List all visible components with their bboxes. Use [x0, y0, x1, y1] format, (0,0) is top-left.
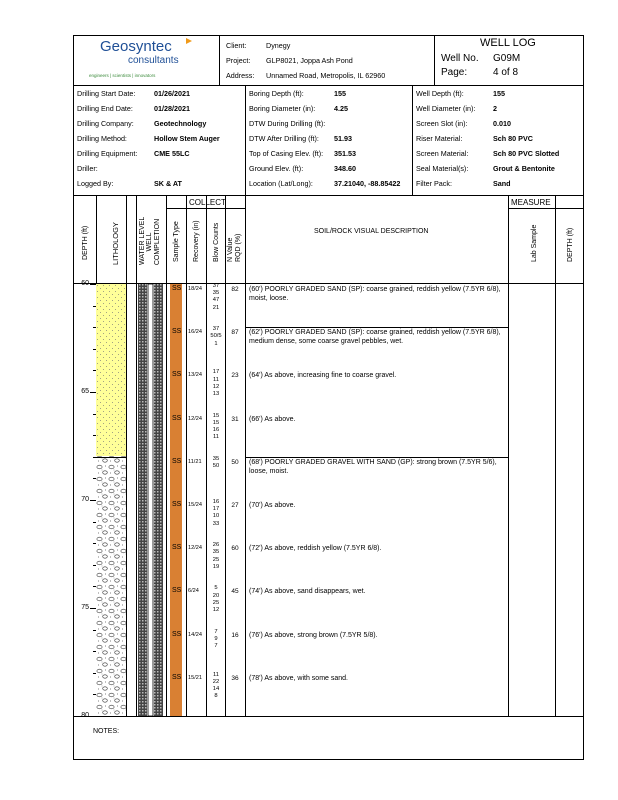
- info-value: 2: [493, 104, 497, 113]
- depth-minor-tick: [93, 630, 96, 631]
- n-value-header: N Value: [227, 237, 234, 262]
- blow-count: 16: [212, 427, 220, 433]
- sample-type: SS: [172, 587, 182, 595]
- sample-type: SS: [172, 328, 182, 336]
- header-divider: [219, 35, 220, 85]
- info-value: Grout & Bentonite: [493, 164, 555, 173]
- blow-count: 37: [212, 283, 220, 289]
- n-value: 36: [231, 674, 239, 682]
- collect-header: COLLECT: [189, 198, 226, 207]
- project-label: Project:: [226, 56, 251, 65]
- info-value: Sand: [493, 179, 511, 188]
- doc-title: WELL LOG: [480, 37, 536, 49]
- depth-major-tick: [90, 608, 96, 609]
- blow-counts: [208, 542, 224, 571]
- blow-counts: [208, 369, 224, 398]
- blow-count: 35: [212, 549, 220, 556]
- info-value: 155: [334, 89, 346, 98]
- info-value: 348.60: [334, 164, 356, 173]
- info-value: SK & AT: [154, 179, 182, 188]
- info-divider: [412, 85, 413, 195]
- lithology-header: LITHOLOGY: [111, 222, 120, 265]
- blow-count: 15: [212, 412, 220, 419]
- info-label: Screen Slot (in):: [416, 119, 468, 128]
- info-value: CME 55LC: [154, 149, 190, 158]
- well-completion-label: WELL COMPLETION: [146, 218, 161, 266]
- depth-minor-tick: [93, 435, 96, 436]
- sample-recovery: 15/24: [188, 502, 202, 508]
- description-header: SOIL/ROCK VISUAL DESCRIPTION: [314, 228, 429, 235]
- depth-tick-label: 65: [81, 388, 89, 395]
- sample-recovery: 12/24: [188, 415, 202, 422]
- info-value: Sch 80 PVC Slotted: [493, 149, 560, 158]
- water-level-header: WATER LEVEL: [139, 216, 146, 265]
- info-label: Ground Elev. (ft):: [249, 164, 304, 173]
- blow-count: 8: [214, 693, 218, 700]
- collect-line: [166, 208, 245, 209]
- sample-type: SS: [172, 414, 182, 422]
- sample-recovery: 14/24: [188, 631, 202, 638]
- info-value: 0.010: [493, 119, 511, 128]
- info-value: Geotechnology: [154, 119, 207, 128]
- blow-count: 11: [212, 376, 220, 383]
- depth-minor-tick: [93, 565, 96, 566]
- description-text: (70') As above.: [249, 502, 296, 509]
- blow-count: 11: [212, 671, 220, 678]
- depth-tick-label: 60: [81, 280, 89, 287]
- blow-count: 5: [214, 585, 218, 592]
- depth-tick-label: 70: [81, 496, 89, 503]
- info-value: 351.53: [334, 149, 356, 158]
- description-text: (66') As above.: [249, 415, 296, 423]
- n-value: 23: [231, 372, 239, 380]
- description-text: (72') As above, reddish yellow (7.5YR 6/8).: [249, 545, 382, 553]
- blow-count: 10: [212, 513, 220, 520]
- notes-label: NOTES:: [93, 728, 120, 735]
- depth-tick-label: 75: [81, 604, 89, 611]
- info-label: Filter Pack:: [416, 179, 452, 188]
- depth-major-tick: [90, 716, 96, 717]
- info-label: Well Depth (ft):: [416, 89, 464, 98]
- lab-sample-header: Lab Sample: [531, 224, 538, 262]
- info-label: Boring Depth (ft):: [249, 89, 304, 98]
- info-value: 37.21040, -88.85422: [334, 179, 401, 188]
- grout-annulus-right: [154, 284, 163, 716]
- sample-type: SS: [172, 285, 182, 292]
- grout-annulus-left: [138, 284, 147, 716]
- info-label: Driller:: [77, 164, 98, 173]
- blow-count: 11: [212, 434, 220, 441]
- blow-counts-header: Blow Counts: [213, 222, 220, 262]
- info-label: Seal Material(s):: [416, 164, 469, 173]
- client-value: Dynegy: [266, 41, 291, 50]
- recovery-header: Recovery (in): [193, 220, 200, 262]
- blow-counts: [208, 672, 224, 701]
- description-text: (78') As above, with some sand.: [249, 674, 348, 682]
- depth-minor-tick: [93, 673, 96, 674]
- n-value: 45: [231, 588, 239, 596]
- sample-recovery: 11/21: [188, 458, 202, 465]
- depth-tick-label: 80: [81, 712, 89, 719]
- sample-type-header: Sample Type: [173, 221, 180, 262]
- info-label: DTW During Drilling (ft):: [249, 119, 326, 128]
- info-value: 01/26/2021: [154, 89, 190, 98]
- measure-line: [508, 208, 584, 209]
- info-value: Hollow Stem Auger: [154, 134, 220, 143]
- blow-count: 15: [212, 419, 220, 426]
- blow-counts: [208, 283, 224, 312]
- description-text: (64') As above, increasing fine to coarse gravel.: [249, 372, 397, 380]
- blow-count: 1: [214, 340, 218, 347]
- lithology-boundary: [96, 457, 126, 458]
- info-label: DTW After Drilling (ft):: [249, 134, 319, 143]
- sample-type: SS: [172, 371, 182, 379]
- info-value: 51.93: [334, 134, 352, 143]
- depth-major-tick: [90, 500, 96, 501]
- well-no-value: G09M: [493, 53, 521, 64]
- depth-minor-tick: [93, 478, 96, 479]
- logo-arrow-icon: [186, 38, 192, 44]
- info-label: Riser Material:: [416, 134, 463, 143]
- depth-minor-tick: [93, 522, 96, 523]
- sample-recovery: 15/21: [188, 674, 202, 681]
- depth-major-tick: [90, 284, 96, 285]
- sample-type: SS: [172, 457, 182, 465]
- info-label: Boring Diameter (in):: [249, 104, 316, 113]
- logo-tagline: engineers | scientists | innovators: [89, 73, 156, 78]
- blow-count: 37: [212, 326, 220, 333]
- info-label: Location (Lat/Long):: [249, 179, 313, 188]
- info-value: 4.25: [334, 104, 348, 113]
- depth-major-tick: [90, 392, 96, 393]
- blow-counts: [208, 413, 224, 442]
- depth-minor-tick: [93, 586, 96, 587]
- sample-type: SS: [172, 544, 182, 552]
- column-divider: [225, 195, 226, 716]
- info-value: Sch 80 PVC: [493, 134, 533, 143]
- well-completion-column: [136, 284, 166, 716]
- blow-count: 19: [212, 563, 220, 570]
- n-value: 31: [231, 415, 239, 423]
- gravel-layer: [96, 456, 126, 716]
- log-bottom-line: [73, 716, 584, 717]
- header-bottom-line: [73, 85, 584, 86]
- depth-minor-tick: [93, 651, 96, 652]
- sample-recovery: 18/24: [188, 286, 202, 292]
- info-label: Top of Casing Elev. (ft):: [249, 149, 324, 158]
- column-divider: [555, 195, 556, 716]
- blow-count: 14: [212, 686, 220, 693]
- column-divider: [166, 195, 167, 716]
- blow-count: 50: [212, 463, 220, 469]
- stratum-boundary: [245, 327, 508, 328]
- depth-minor-tick: [93, 414, 96, 415]
- well-riser: [148, 284, 153, 716]
- stratum-boundary: [245, 457, 508, 458]
- n-value: 87: [231, 329, 239, 337]
- blow-count: 9: [214, 635, 218, 642]
- info-label: Drilling Method:: [77, 134, 127, 143]
- depth-minor-tick: [93, 349, 96, 350]
- well-completion-header: [146, 215, 166, 275]
- page-label: Page:: [441, 67, 468, 78]
- n-value: 82: [231, 286, 239, 293]
- info-label: Drilling Equipment:: [77, 149, 138, 158]
- client-label: Client:: [226, 41, 247, 50]
- blow-count: 7: [214, 628, 218, 635]
- n-value: 27: [231, 502, 239, 509]
- blow-count: 17: [212, 506, 220, 513]
- logo-name: Geosyntec: [100, 38, 172, 55]
- blow-count: 7: [214, 643, 218, 649]
- blow-count: 21: [212, 304, 220, 311]
- depth-header: DEPTH (ft): [82, 225, 89, 260]
- depth-minor-tick: [93, 694, 96, 695]
- info-label: Drilling Start Date:: [77, 89, 136, 98]
- depth-minor-tick: [93, 543, 96, 544]
- address-label: Address:: [226, 71, 255, 80]
- blow-count: 13: [212, 391, 220, 397]
- column-divider: [126, 195, 127, 716]
- blow-count: 22: [212, 679, 220, 685]
- blow-count: 17: [212, 369, 220, 376]
- sample-recovery: 6/24: [188, 588, 199, 595]
- description-text: (68') POORLY GRADED GRAVEL WITH SAND (GP): strong brown (7.5YR 5/6), loose, moist.: [249, 458, 497, 475]
- info-value: 01/28/2021: [154, 104, 190, 113]
- description-text: (74') As above, sand disappears, wet.: [249, 588, 366, 596]
- page-value: 4 of 8: [493, 67, 519, 78]
- info-label: Well Diameter (in):: [416, 104, 476, 113]
- blow-count: 50/5: [210, 333, 222, 340]
- description-text: (60') POORLY GRADED SAND (SP): coarse grained, reddish yellow (7.5YR 6/8), moist, loose.: [249, 286, 501, 302]
- blow-count: 35: [212, 290, 220, 297]
- blow-count: 25: [212, 599, 220, 606]
- blow-counts: [208, 585, 224, 614]
- info-value: 155: [493, 89, 505, 98]
- blow-count: 20: [212, 592, 220, 599]
- n-value: 50: [231, 458, 239, 466]
- sand-layer: [96, 284, 126, 456]
- info-divider: [245, 85, 246, 195]
- depth-minor-tick: [93, 370, 96, 371]
- info-label: Drilling Company:: [77, 119, 134, 128]
- blow-count: 47: [212, 297, 220, 304]
- sample-type: SS: [172, 630, 182, 638]
- info-label: Logged By:: [77, 179, 114, 188]
- blow-count: 12: [212, 383, 220, 390]
- address-value: Unnamed Road, Metropolis, IL 62960: [266, 71, 386, 80]
- blow-count: 33: [212, 520, 220, 527]
- blow-count: 26: [212, 542, 220, 549]
- blow-count: 35: [212, 455, 220, 462]
- blow-count: 16: [212, 499, 220, 505]
- description-text: (62') POORLY GRADED SAND (SP): coarse grained, reddish yellow (7.5YR 6/8), medium dense, some coarse gravel pebbles, wet.: [249, 329, 501, 346]
- sample-recovery: 13/24: [188, 372, 202, 379]
- logo-sub: consultants: [128, 55, 179, 66]
- n-value: 16: [231, 631, 239, 639]
- column-divider: [186, 195, 187, 716]
- column-divider: [245, 195, 246, 716]
- sample-type: SS: [172, 673, 182, 681]
- header-divider: [434, 35, 435, 85]
- sample-recovery: 16/24: [188, 329, 202, 336]
- blow-count: 25: [212, 556, 220, 563]
- measure-header: MEASURE: [511, 198, 551, 207]
- blow-counts: [208, 629, 224, 651]
- n-value: 60: [231, 545, 239, 553]
- sample-recovery: 12/24: [188, 545, 202, 552]
- depth-right-header: DEPTH (ft): [567, 227, 574, 262]
- blow-counts: [208, 326, 224, 348]
- depth-minor-tick: [93, 306, 96, 307]
- info-label: Screen Material:: [416, 149, 469, 158]
- lithology-column: [96, 284, 126, 716]
- depth-minor-tick: [93, 327, 96, 328]
- description-text: (76') As above, strong brown (7.5YR 5/8).: [249, 631, 378, 639]
- well-no-label: Well No.: [441, 53, 479, 64]
- sample-type: SS: [172, 501, 182, 508]
- blow-counts: [208, 499, 224, 528]
- info-label: Drilling End Date:: [77, 104, 133, 113]
- column-divider: [206, 195, 207, 716]
- blow-count: 12: [212, 607, 220, 613]
- blow-counts: [208, 456, 224, 470]
- project-value: GLP8021, Joppa Ash Pond: [266, 56, 353, 65]
- rqd-header: RQD (%): [235, 233, 242, 262]
